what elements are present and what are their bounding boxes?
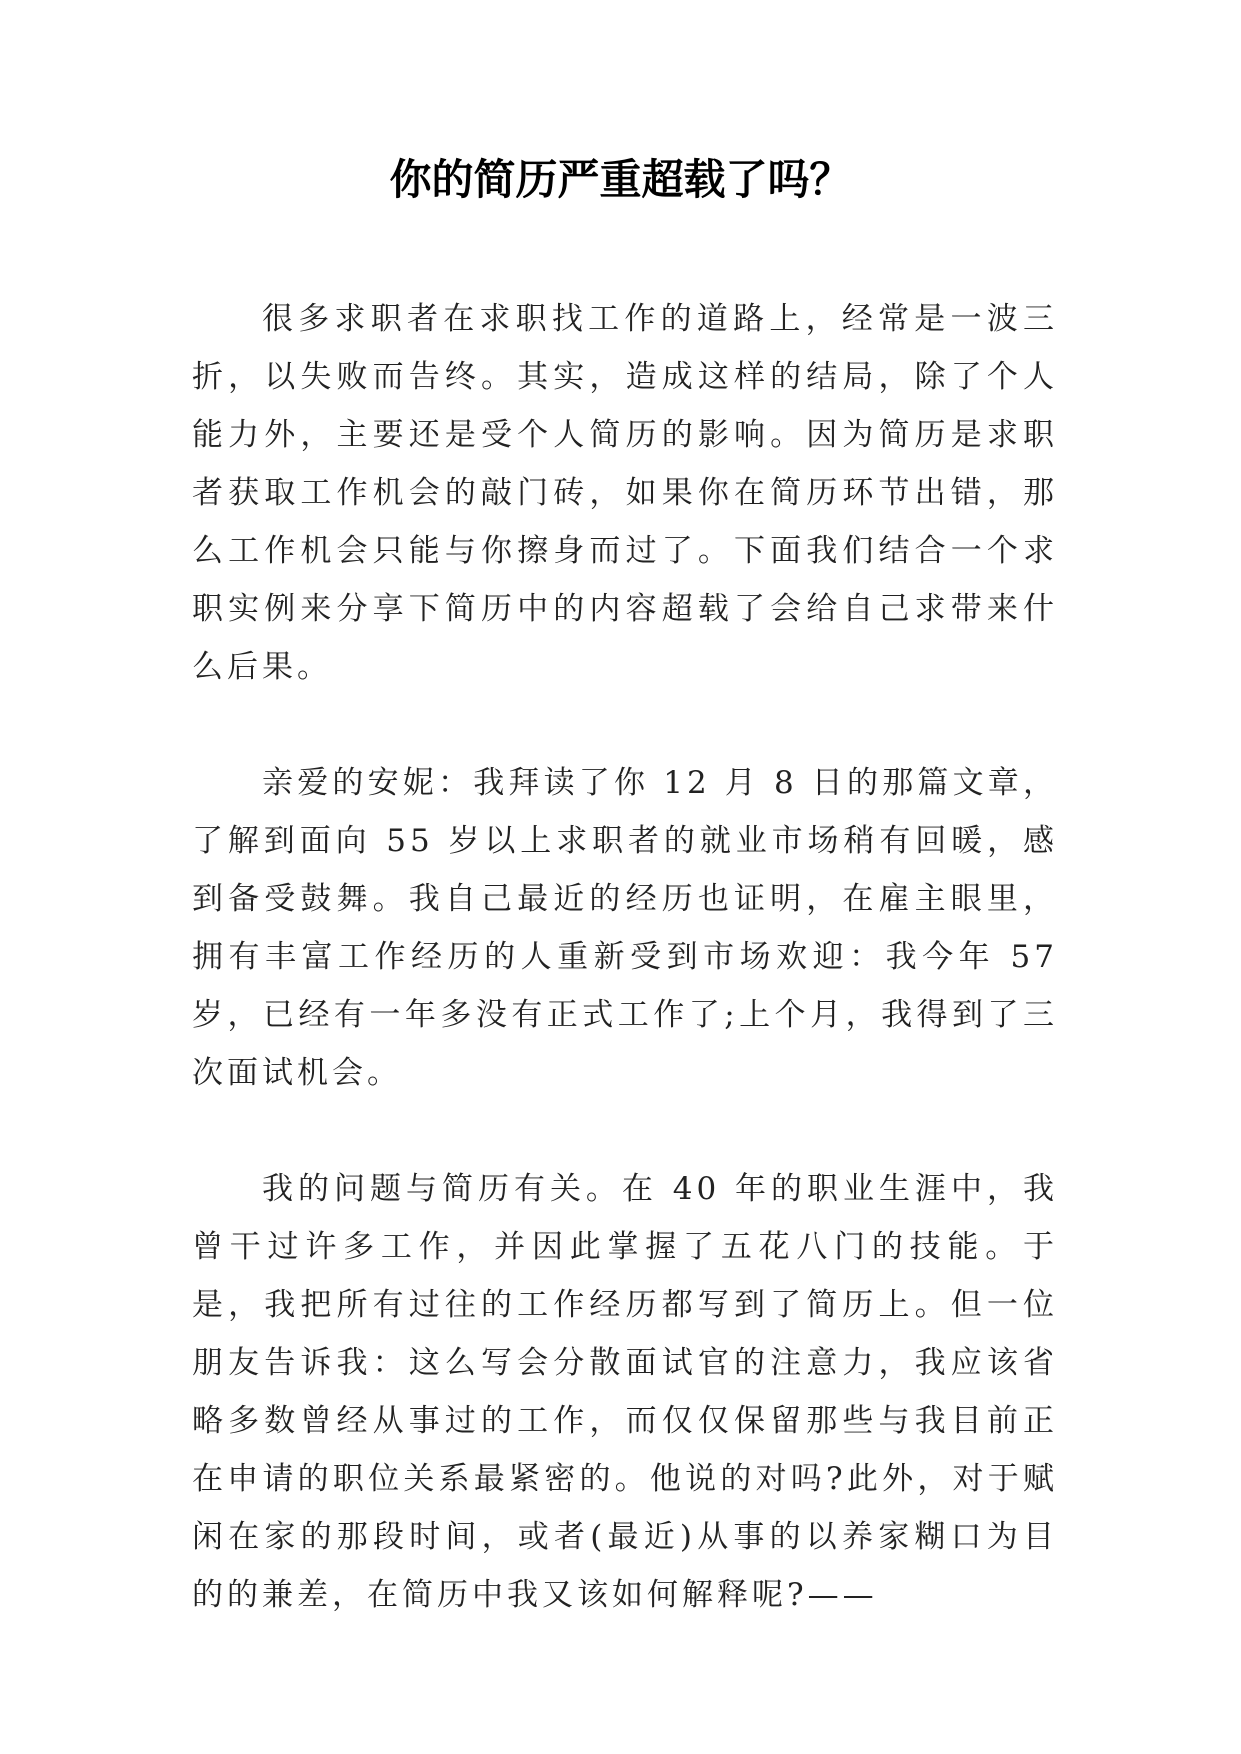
paragraph-letter: 亲爱的安妮：我拜读了你 12 月 8 日的那篇文章，了解到面向 55 岁以上求职者的就业市场稍有回暖，感到备受鼓舞。我自己最近的经历也证明，在雇主眼里，拥有丰富工作经历的人重新受到市场欢迎：我今年 57 岁，已经有一年多没有正式工作了;上个月，我得到了三次面试机会。 xyxy=(192,765,1058,1091)
paragraph-intro: 很多求职者在求职找工作的道路上，经常是一波三折，以失败而告终。其实，造成这样的结局，除了个人能力外，主要还是受个人简历的影响。因为简历是求职者获取工作机会的敲门砖，如果你在简历环节出错，那么工作机会只能与你擦身而过了。下面我们结合一个求职实例来分享下简历中的内容超载了会给自己求带来什么后果。 xyxy=(192,301,1058,685)
paragraph-question: 我的问题与简历有关。在 40 年的职业生涯中，我曾干过许多工作，并因此掌握了五花八门的技能。于是，我把所有过往的工作经历都写到了简历上。但一位朋友告诉我：这么写会分散面试官的注意力，我应该省略多数曾经从事过的工作，而仅仅保留那些与我目前正在申请的职位关系最紧密的。他说的对吗?此外，对于赋闲在家的那段时间，或者(最近)从事的以养家糊口为目的的兼差，在简历中我又该如何解释呢?—— xyxy=(192,1171,1058,1613)
document-body xyxy=(192,290,1058,1682)
document-title: 你的简历严重超载了吗？ xyxy=(389,155,852,204)
